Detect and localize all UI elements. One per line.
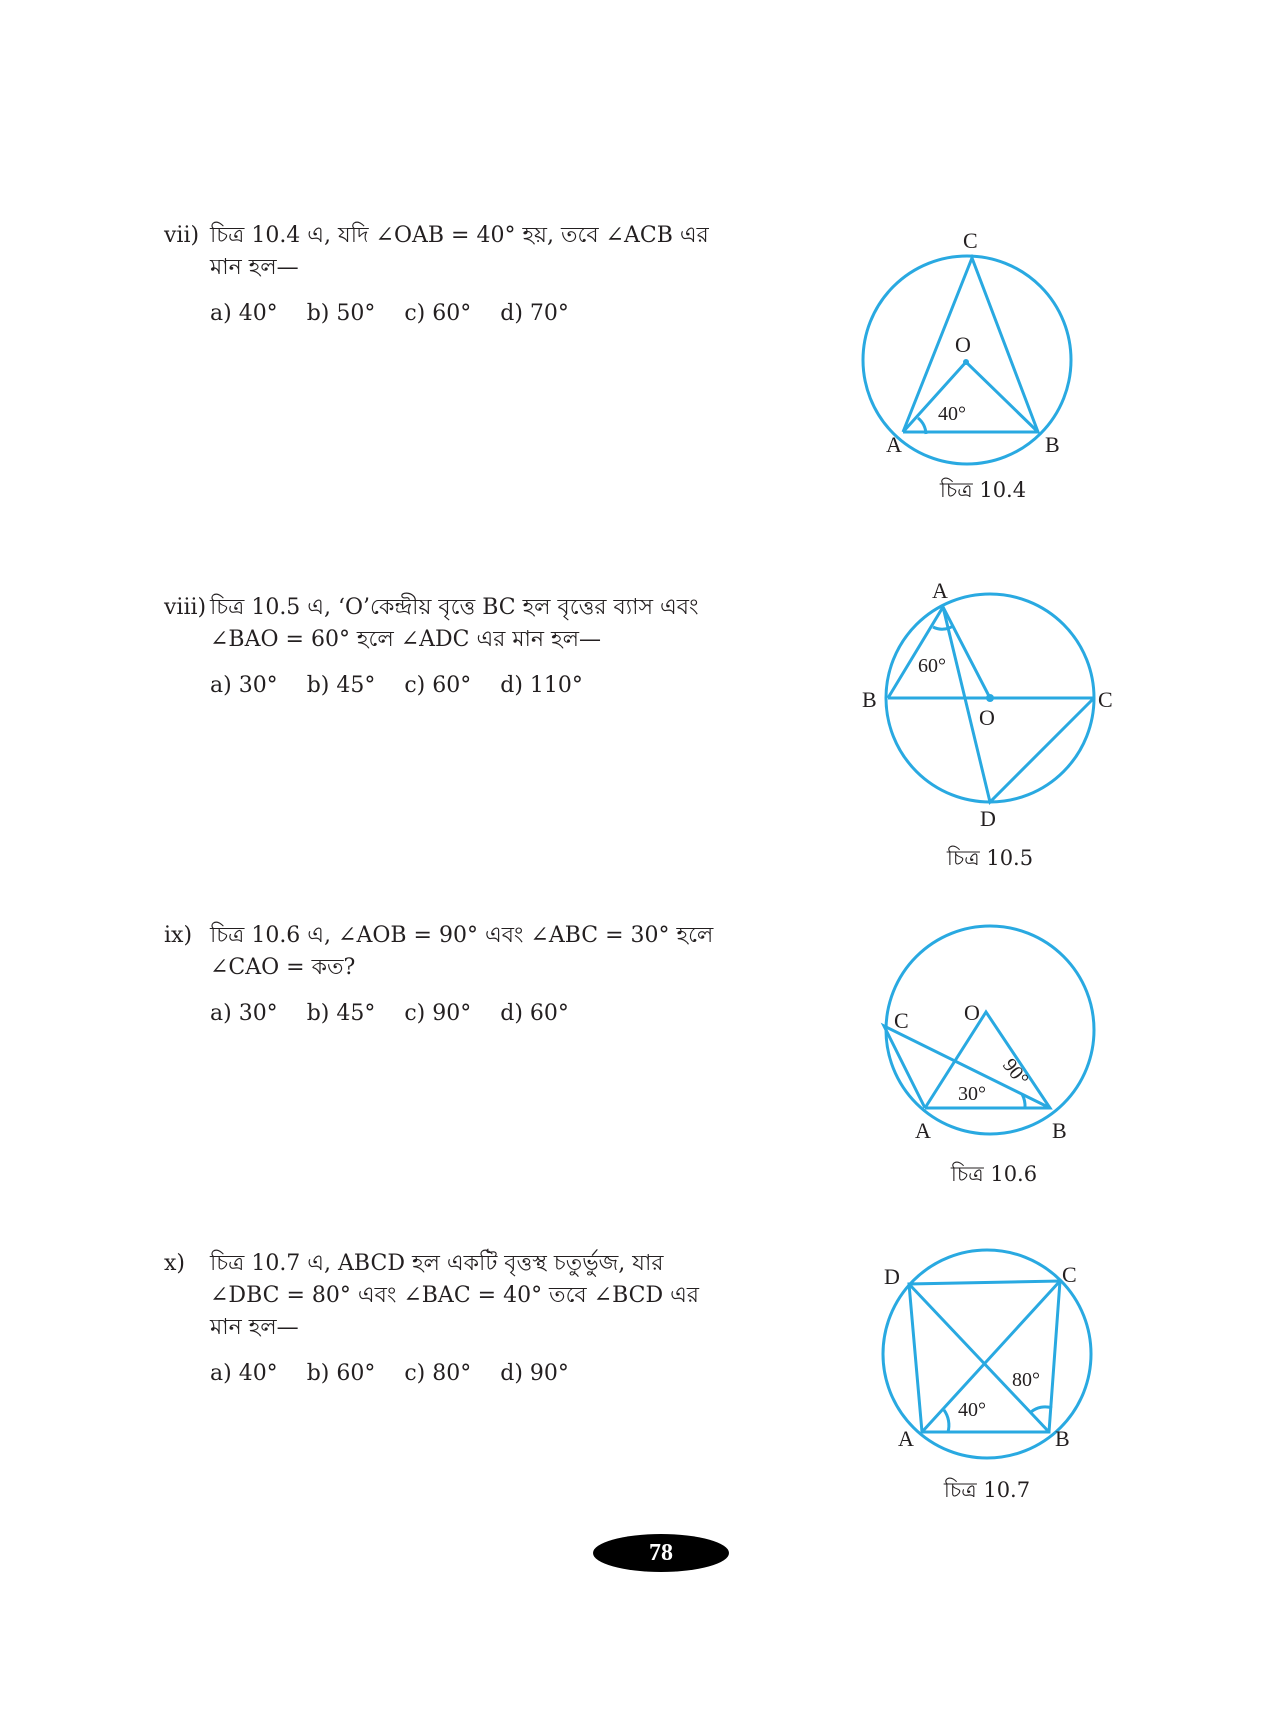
- label-a: A: [915, 1118, 931, 1143]
- option-a: a) 40°: [210, 301, 278, 326]
- option-d: d) 110°: [500, 673, 583, 698]
- question-text: মান হল—: [210, 1315, 299, 1340]
- diagonal-ac: [922, 1281, 1060, 1432]
- option-b: b) 45°: [306, 1001, 376, 1026]
- label-c: C: [963, 228, 978, 253]
- question-text: ∠DBC = 80° এবং ∠BAC = 40° তবে ∠BCD এর: [210, 1283, 699, 1308]
- question-number: vii): [164, 223, 200, 248]
- angle-arc-80: [1031, 1407, 1052, 1412]
- label-o: O: [979, 705, 995, 730]
- option-b: b) 60°: [306, 1361, 376, 1386]
- caption-10-7: চিত্র 10.7: [943, 1478, 1031, 1502]
- caption-10-6: চিত্র 10.6: [950, 1162, 1038, 1186]
- label-b: B: [1052, 1118, 1067, 1143]
- question-number: viii): [164, 595, 207, 620]
- label-d: D: [980, 806, 996, 831]
- option-d: d) 90°: [500, 1361, 569, 1386]
- caption-10-4: চিত্র 10.4: [939, 478, 1027, 502]
- angle-label-30: 30°: [958, 1083, 986, 1105]
- label-o: O: [955, 332, 971, 357]
- question-text: মান হল—: [210, 255, 299, 280]
- angle-label-80: 80°: [1012, 1369, 1040, 1391]
- option-d: d) 70°: [500, 301, 569, 326]
- label-o: O: [964, 1000, 980, 1025]
- option-c: c) 90°: [404, 1001, 472, 1026]
- option-c: c) 80°: [404, 1361, 472, 1386]
- angle-label-90: 90°: [998, 1054, 1033, 1091]
- option-a: a) 30°: [210, 1001, 278, 1026]
- question-number: x): [164, 1251, 185, 1276]
- caption-10-5: চিত্র 10.5: [946, 846, 1034, 870]
- label-a: A: [932, 578, 948, 603]
- question-text: চিত্র 10.6 এ, ∠AOB = 90° এবং ∠ABC = 30° হলে: [210, 923, 714, 948]
- label-d: D: [884, 1264, 900, 1289]
- label-c: C: [1062, 1262, 1077, 1287]
- label-c: C: [894, 1008, 909, 1033]
- question-text: চিত্র 10.5 এ, ‘O’কেন্দ্রীয় বৃত্তে BC হল বৃত্তের ব্যাস এবং: [210, 595, 699, 620]
- label-b: B: [862, 687, 877, 712]
- option-c: c) 60°: [404, 673, 472, 698]
- option-d: d) 60°: [500, 1001, 569, 1026]
- label-b: B: [1055, 1426, 1070, 1451]
- angle-label-40: 40°: [958, 1399, 986, 1421]
- option-a: a) 40°: [210, 1361, 278, 1386]
- label-c: C: [1098, 687, 1113, 712]
- option-b: b) 45°: [306, 673, 376, 698]
- option-c: c) 60°: [404, 301, 472, 326]
- angle-label: 40°: [938, 403, 966, 425]
- page-number: 78: [593, 1534, 729, 1572]
- question-text: ∠CAO = কত?: [210, 955, 356, 980]
- question-text: ∠BAO = 60° হলে ∠ADC এর মান হল—: [210, 627, 602, 652]
- option-b: b) 50°: [306, 301, 376, 326]
- label-a: A: [898, 1426, 914, 1451]
- question-text: চিত্র 10.4 এ, যদি ∠OAB = 40° হয়, তবে ∠ACB এর: [210, 223, 709, 248]
- label-b: B: [1045, 432, 1060, 457]
- label-a: A: [886, 432, 902, 457]
- question-text: চিত্র 10.7 এ, ABCD হল একটি বৃত্তস্থ চতুর্ভুজ, যার: [210, 1251, 664, 1276]
- angle-label: 60°: [918, 655, 946, 677]
- angle-arc-40: [944, 1410, 949, 1432]
- question-number: ix): [164, 923, 193, 948]
- option-a: a) 30°: [210, 673, 278, 698]
